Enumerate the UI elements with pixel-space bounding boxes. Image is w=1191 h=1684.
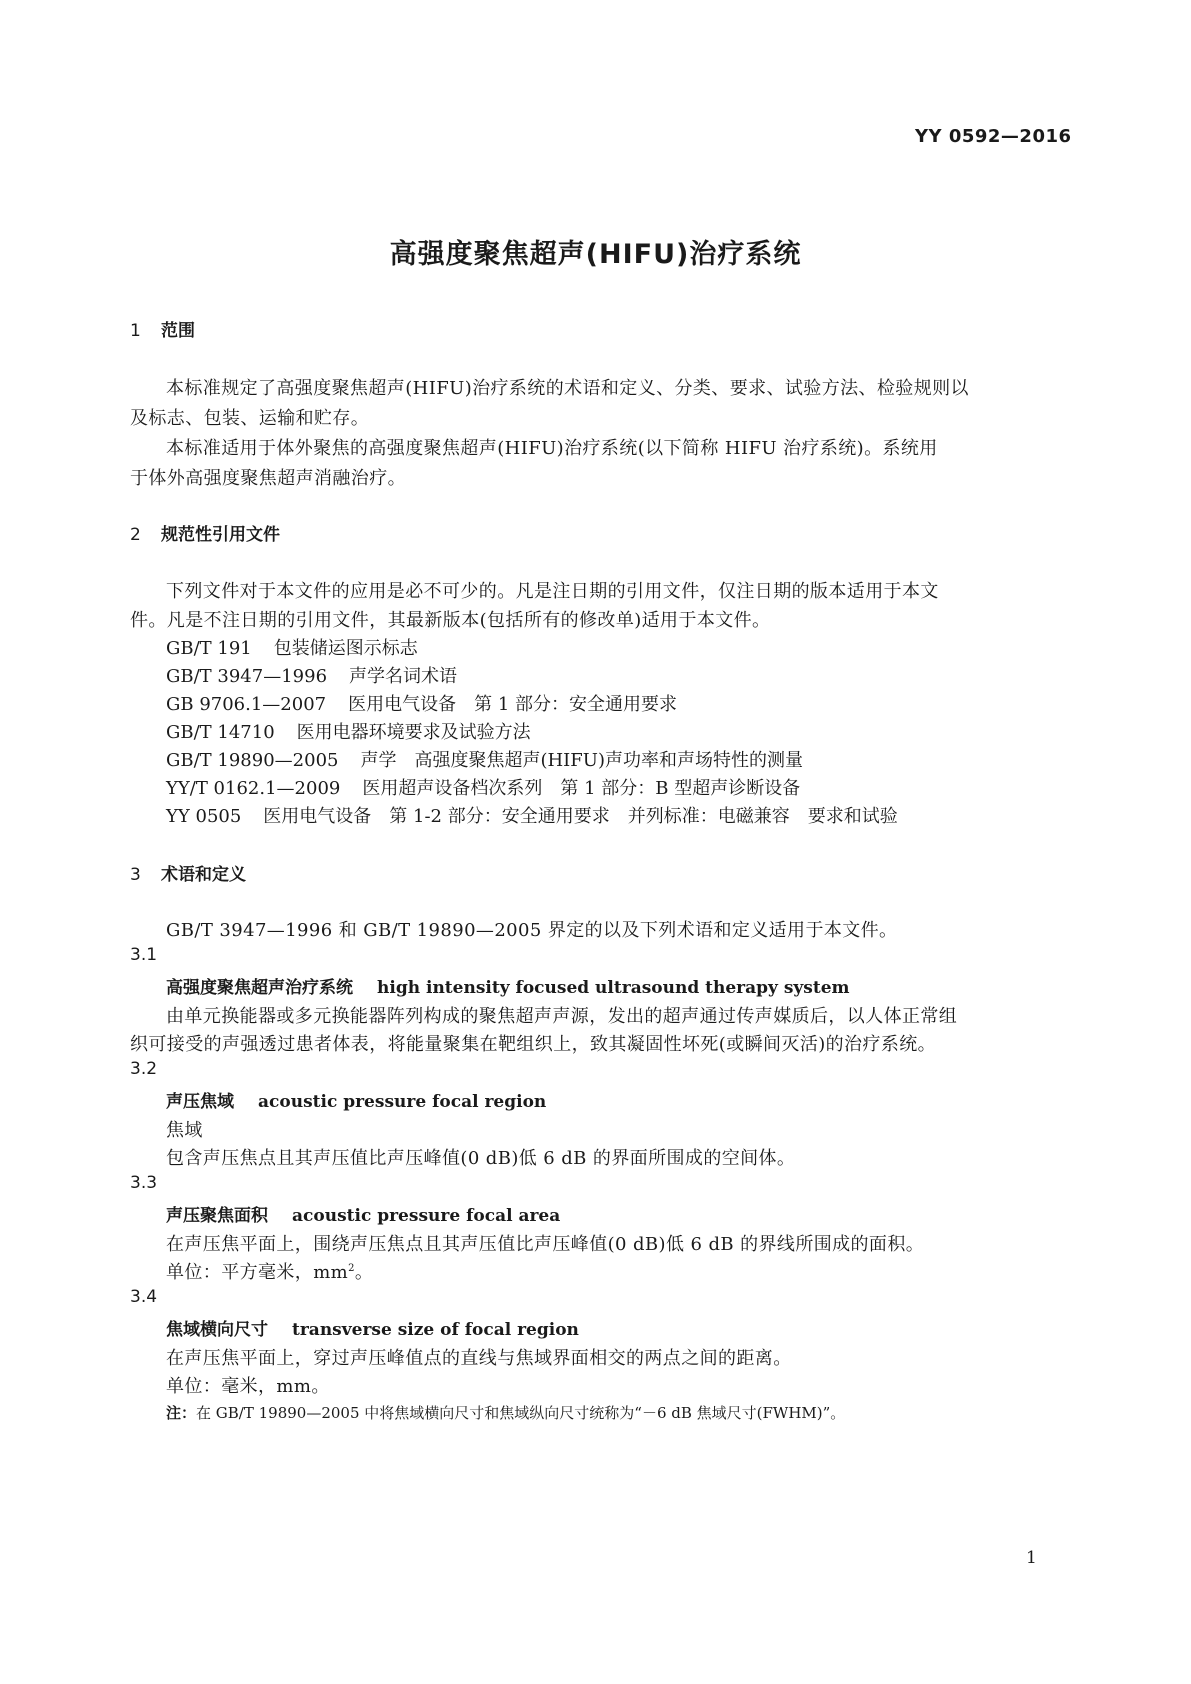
standard-number: YY 0592—2016 xyxy=(915,126,1072,147)
scope-paragraph-2-line-1: 本标准适用于体外聚焦的高强度聚焦超声(HIFU)治疗系统(以下简称 HIFU 治疗系统)。系统用 xyxy=(166,438,938,459)
note-label: 注： xyxy=(166,1404,197,1422)
note xyxy=(166,1402,845,1423)
definition-line-2: 织可接受的声强透过患者体表，将能量聚集在靶组织上，致其凝固性坏死(或瞬间灭活)的治疗系统。 xyxy=(130,1034,937,1055)
term-chinese: 高强度聚焦超声治疗系统 xyxy=(166,978,353,998)
definition: 在声压焦平面上，围绕声压焦点且其声压值比声压峰值(0 dB)低 6 dB 的界线所围成的面积。 xyxy=(166,1234,925,1255)
term-english: acoustic pressure focal region xyxy=(258,1092,547,1112)
clause-number: 3.1 xyxy=(130,945,158,965)
term-chinese: 声压焦域 xyxy=(166,1092,234,1112)
reference-code: GB/T 14710 xyxy=(166,722,275,743)
unit-line xyxy=(166,1258,373,1284)
definition: 包含声压焦点且其声压值比声压峰值(0 dB)低 6 dB 的界面所围成的空间体。 xyxy=(166,1148,796,1169)
definition-line-1: 由单元换能器或多元换能器阵列构成的聚焦超声声源，发出的超声通过传声媒质后，以人体正常组 xyxy=(166,1006,958,1027)
definition: 在声压焦平面上，穿过声压峰值点的直线与焦域界面相交的两点之间的距离。 xyxy=(166,1348,792,1369)
scope-paragraph-2-line-2: 于体外高强度聚焦超声消融治疗。 xyxy=(130,468,406,489)
normative-intro-line-1: 下列文件对于本文件的应用是必不可少的。凡是注日期的引用文件，仅注日期的版本适用于本文 xyxy=(166,581,939,602)
term-chinese: 焦域横向尺寸 xyxy=(166,1320,268,1340)
clause-number: 3.4 xyxy=(130,1287,158,1307)
clause-number: 3.2 xyxy=(130,1059,158,1079)
reference-code: YY/T 0162.1—2009 xyxy=(166,778,341,799)
section-title: 规范性引用文件 xyxy=(161,525,280,545)
normative-intro-line-2: 件。凡是不注日期的引用文件，其最新版本(包括所有的修改单)适用于本文件。 xyxy=(130,610,771,631)
section-3-heading xyxy=(130,860,246,885)
unit-end: 。 xyxy=(354,1262,374,1283)
section-number: 2 xyxy=(130,525,141,545)
term-heading xyxy=(166,1201,560,1226)
reference-item xyxy=(166,774,800,800)
section-1-heading xyxy=(130,316,195,341)
reference-title: 医用电气设备 第 1 部分：安全通用要求 xyxy=(348,694,678,715)
reference-title: 医用电器环境要求及试验方法 xyxy=(296,722,531,743)
clause-number: 3.3 xyxy=(130,1173,158,1193)
reference-item xyxy=(166,746,803,772)
document-title: 高强度聚焦超声(HIFU)治疗系统 xyxy=(389,239,802,270)
term-chinese: 声压聚焦面积 xyxy=(166,1206,268,1226)
reference-code: GB 9706.1—2007 xyxy=(166,694,327,715)
page-number: 1 xyxy=(1026,1548,1037,1568)
scope-paragraph-1-line-2: 及标志、包装、运输和贮存。 xyxy=(130,408,370,429)
unit-text: 单位：平方毫米，mm xyxy=(166,1262,349,1283)
reference-title: 声学 高强度聚焦超声(HIFU)声功率和声场特性的测量 xyxy=(360,750,803,771)
section-title: 术语和定义 xyxy=(161,865,246,885)
term-heading xyxy=(166,1087,546,1112)
reference-item xyxy=(166,802,898,828)
reference-title: 包装储运图示标志 xyxy=(273,638,418,659)
term-alternative: 焦域 xyxy=(166,1120,203,1141)
reference-item xyxy=(166,718,531,744)
reference-title: 医用电气设备 第 1-2 部分：安全通用要求 并列标准：电磁兼容 要求和试验 xyxy=(263,806,898,827)
term-english: high intensity focused ultrasound therapy system xyxy=(377,978,850,998)
note-text: 在 GB/T 19890—2005 中将焦域横向尺寸和焦域纵向尺寸统称为“－6 dB 焦域尺寸(FWHM)”。 xyxy=(196,1404,846,1422)
term-heading xyxy=(166,973,850,998)
terms-intro: GB/T 3947—1996 和 GB/T 19890—2005 界定的以及下列术语和定义适用于本文件。 xyxy=(166,920,898,941)
reference-code: YY 0505 xyxy=(166,806,242,827)
reference-item xyxy=(166,690,677,716)
reference-code: GB/T 191 xyxy=(166,638,252,659)
reference-code: GB/T 19890—2005 xyxy=(166,750,339,771)
section-number: 1 xyxy=(130,321,141,341)
term-heading xyxy=(166,1315,579,1340)
reference-item xyxy=(166,634,418,660)
reference-item xyxy=(166,662,457,688)
unit-superscript: 2 xyxy=(348,1263,355,1274)
term-english: acoustic pressure focal area xyxy=(292,1206,561,1226)
reference-code: GB/T 3947—1996 xyxy=(166,666,328,687)
section-number: 3 xyxy=(130,865,141,885)
reference-title: 医用超声设备档次系列 第 1 部分：B 型超声诊断设备 xyxy=(362,778,801,799)
scope-paragraph-1-line-1: 本标准规定了高强度聚焦超声(HIFU)治疗系统的术语和定义、分类、要求、试验方法、检验规则以 xyxy=(166,378,969,399)
term-english: transverse size of focal region xyxy=(292,1320,579,1340)
section-title: 范围 xyxy=(161,321,195,341)
section-2-heading xyxy=(130,520,280,545)
reference-title: 声学名词术语 xyxy=(349,666,458,687)
unit-line: 单位：毫米，mm。 xyxy=(166,1376,330,1397)
